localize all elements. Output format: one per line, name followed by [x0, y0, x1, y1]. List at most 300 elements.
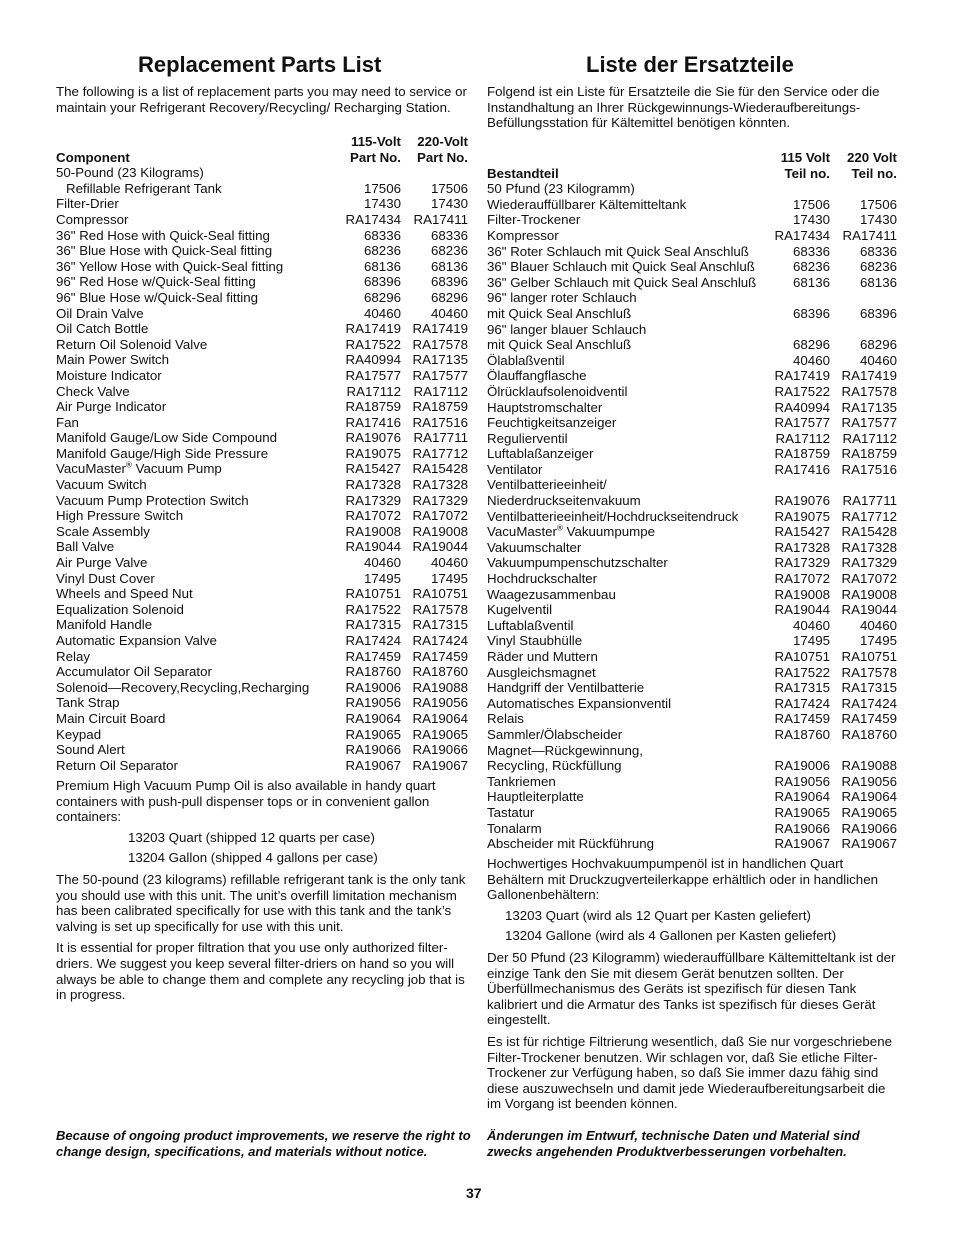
part-no-115v-cell: 68236: [793, 259, 830, 275]
part-no-220v-cell: RA19044: [412, 539, 468, 555]
table-row: [487, 259, 897, 275]
part-no-115v-cell: RA19008: [774, 586, 830, 602]
part-no-220v-cell: RA19065: [412, 726, 468, 742]
component-cell: Ball Valve: [56, 539, 115, 555]
component-cell: Hauptleiterplatte: [487, 789, 584, 805]
component-cell: VacuMaster® Vakuumpumpe: [487, 523, 656, 540]
table-row: [56, 602, 468, 618]
part-no-115v-cell: RA17419: [345, 321, 401, 337]
part-no-220v-cell: RA19066: [412, 742, 468, 758]
table-row: [56, 524, 468, 540]
part-no-115v-cell: RA19044: [345, 539, 401, 555]
part-no-115v-cell: RA18760: [774, 726, 830, 742]
table-row: [487, 322, 897, 338]
part-no-220v-cell: [830, 290, 897, 306]
table-row: [56, 384, 468, 400]
component-cell: Moisture Indicator: [56, 367, 162, 383]
component-cell: 96" langer blauer Schlauch: [487, 321, 647, 337]
part-no-115v-cell: RA18760: [345, 664, 401, 680]
part-no-220v-cell: RA17411: [842, 227, 897, 243]
component-cell: Wiederauffüllbarer Kältemitteltank: [487, 196, 687, 212]
component-cell: Ausgleichsmagnet: [487, 664, 596, 680]
table-row: [56, 695, 468, 711]
part-no-115v-cell: RA40994: [345, 352, 401, 368]
table-row: [56, 290, 468, 306]
part-no-115v-cell: RA19056: [345, 695, 401, 711]
part-no-220v-cell: RA19088: [841, 758, 897, 774]
part-no-220v-cell: 17495: [431, 570, 468, 586]
table-row: [487, 228, 897, 244]
part-no-115v-cell: RA17416: [774, 461, 830, 477]
page-title-english: Replacement Parts List: [138, 52, 382, 77]
table-row: [56, 181, 468, 197]
part-no-115v-cell: RA17434: [774, 227, 830, 243]
table-row: [56, 711, 468, 727]
header-115v-teilno: Teil no.: [784, 165, 830, 181]
part-no-220v-cell: RA19056: [412, 695, 468, 711]
component-cell: Ölauffangflasche: [487, 368, 587, 384]
component-cell: Check Valve: [56, 383, 130, 399]
component-cell: Ventilbatterieeinheit/Hochdruckseitendruck: [487, 508, 739, 524]
part-no-115v-cell: 68296: [793, 337, 830, 353]
part-no-220v-cell: RA18759: [412, 399, 468, 415]
component-cell: Relay: [56, 648, 90, 664]
table-row: [487, 524, 897, 540]
part-no-115v-cell: 40460: [364, 305, 401, 321]
component-cell: 96" langer roter Schlauch: [487, 290, 637, 306]
part-no-115v-cell: RA10751: [345, 586, 401, 602]
part-no-115v-cell: [768, 322, 830, 338]
part-no-220v-cell: RA19008: [841, 586, 897, 602]
table-row: [56, 742, 468, 758]
table-row: [56, 415, 468, 431]
component-cell: Oil Drain Valve: [56, 305, 144, 321]
header-115v-partno: Part No.: [350, 149, 401, 165]
component-cell: Tank Strap: [56, 695, 120, 711]
table-row: [56, 664, 468, 680]
table-row: [56, 321, 468, 337]
part-no-115v-cell: RA17577: [774, 415, 830, 431]
part-no-220v-cell: 17430: [860, 212, 897, 228]
component-cell: Automatisches Expansionventil: [487, 695, 672, 711]
component-cell: Waagezusammenbau: [487, 586, 616, 602]
table-row: [56, 274, 468, 290]
part-no-220v-cell: RA19008: [412, 523, 468, 539]
component-cell: 50-Pound (23 Kilograms): [56, 165, 204, 181]
part-no-115v-cell: RA17459: [345, 648, 401, 664]
table-row: [56, 477, 468, 493]
component-cell: 50 Pfund (23 Kilogramm): [487, 181, 635, 197]
part-no-115v-cell: 68136: [364, 258, 401, 274]
component-cell: Recycling, Rückfüllung: [487, 758, 622, 774]
part-no-115v-cell: [768, 477, 830, 493]
part-no-220v-cell: RA17419: [412, 321, 468, 337]
component-cell: Ölablaßventil: [487, 352, 565, 368]
part-no-220v-cell: RA17712: [412, 445, 468, 461]
part-no-115v-cell: RA17434: [345, 211, 401, 227]
table-row: [487, 462, 897, 478]
table-row: [56, 306, 468, 322]
part-no-115v-cell: 68336: [364, 227, 401, 243]
table-row: [487, 774, 897, 790]
part-no-115v-cell: RA19065: [774, 804, 830, 820]
part-no-115v-cell: RA17424: [345, 633, 401, 648]
part-no-220v-cell: [830, 322, 897, 338]
table-row: [487, 306, 897, 322]
component-cell: Scale Assembly: [56, 523, 150, 539]
table-row: [487, 415, 897, 431]
part-no-115v-cell: RA19056: [774, 773, 830, 789]
part-no-220v-cell: [830, 477, 897, 493]
part-no-115v-cell: RA19044: [774, 602, 830, 618]
part-no-220v-cell: 40460: [431, 305, 468, 321]
component-cell: 36" Red Hose with Quick-Seal fitting: [56, 227, 270, 243]
part-no-115v-cell: RA17112: [775, 430, 830, 446]
part-no-220v-cell: RA10751: [841, 649, 897, 664]
part-no-220v-cell: 68336: [431, 227, 468, 243]
part-no-115v-cell: RA17328: [774, 539, 830, 555]
table-row: [487, 618, 897, 634]
part-no-115v-cell: RA17419: [774, 368, 830, 384]
table-row: [487, 384, 897, 400]
part-no-220v-cell: RA17135: [412, 352, 468, 368]
component-cell: Tankriemen: [487, 773, 556, 789]
part-no-115v-cell: RA15427: [774, 524, 830, 540]
component-cell: Equalization Solenoid: [56, 601, 184, 617]
tank-text: Der 50 Pfund (23 Kilogramm) wiederauffüllbare Kältemitteltank ist der einzige Tank den Sie mit diesem Gerät benutzen sollten. Der Überfüllmechanismus des Geräts ist spezifisch für diesen Tank kalibriert und die Armatur des Tanks ist spezifisch für dieses Gerät eingestellt.: [487, 949, 896, 1028]
part-no-220v-cell: RA17072: [412, 508, 468, 524]
component-cell: Vinyl Staubhülle: [487, 633, 583, 649]
table-row: [487, 400, 897, 416]
component-cell: Niederdruckseitenvakuum: [487, 493, 641, 509]
table-row: [56, 337, 468, 353]
part-no-115v-cell: RA10751: [774, 649, 830, 664]
part-no-220v-cell: 68236: [860, 259, 897, 275]
part-no-220v-cell: RA19056: [841, 773, 897, 789]
part-no-220v-cell: 40460: [860, 617, 897, 633]
table-row: [56, 758, 468, 774]
component-cell: Oil Catch Bottle: [56, 321, 149, 337]
part-no-220v-cell: RA19065: [841, 804, 897, 820]
part-no-115v-cell: RA19008: [345, 523, 401, 539]
part-no-220v-cell: RA17419: [841, 368, 897, 384]
notice-english: Because of ongoing product improvements, we reserve the right to change design, specifications, and materials without notice.: [56, 1128, 471, 1159]
part-no-220v-cell: RA17459: [841, 711, 897, 727]
component-cell: Abscheider mit Rückführung: [487, 836, 655, 852]
oil-quart: 13203 Quart (shipped 12 quarts per case): [128, 829, 375, 845]
intro-german: Folgend ist ein Liste für Ersatzteile die Sie für den Service oder die Instandhaltung an Ihrer Rückgewinnungs-Wiederaufbereitungs-Befüllungsstation für Kältemittel benötigen könnten.: [487, 84, 880, 131]
part-no-220v-cell: RA17711: [413, 430, 468, 446]
part-no-115v-cell: RA17577: [345, 367, 401, 383]
component-cell: Ventilator: [487, 461, 543, 477]
table-row: [56, 586, 468, 602]
table-row: [56, 649, 468, 665]
part-no-220v-cell: RA17516: [841, 461, 897, 477]
component-cell: Tonalarm: [487, 820, 542, 836]
part-no-115v-cell: RA17522: [345, 336, 401, 352]
table-row: [56, 228, 468, 244]
part-no-220v-cell: RA19066: [841, 820, 897, 836]
part-no-115v-cell: RA17424: [774, 695, 830, 711]
filter-text: Es ist für richtige Filtrierung wesentlich, daß Sie nur vorgeschriebene Filter-Trockener benutzen. Wir schlagen vor, daß Sie etliche Filter-Trockener zur Verfügung haben, so daß Sie immer dazu fähig sind diese auszuwechseln und damit jede Wiederaufbereitungsarbeit die im Vorgang ist beenden können.: [487, 1033, 892, 1112]
component-cell: 36" Roter Schlauch mit Quick Seal Anschluß: [487, 243, 749, 259]
component-cell: Tastatur: [487, 804, 535, 820]
part-no-115v-cell: 68336: [793, 243, 830, 259]
table-row: [56, 368, 468, 384]
table-row: [56, 212, 468, 228]
part-no-115v-cell: RA19075: [345, 445, 401, 461]
table-row: [487, 509, 897, 525]
part-no-115v-cell: [768, 290, 830, 306]
component-cell: Fan: [56, 414, 79, 430]
part-no-115v-cell: RA17522: [774, 383, 830, 399]
table-row: [487, 665, 897, 681]
notice-german: Änderungen im Entwurf, technische Daten und Material sind zwecks angehenden Produktverbesserungen vorbehalten.: [487, 1128, 860, 1159]
component-cell: Handgriff der Ventilbatterie: [487, 680, 645, 696]
part-no-115v-cell: RA18759: [774, 446, 830, 462]
component-cell: Solenoid—Recovery,Recycling,Recharging: [56, 679, 310, 695]
part-no-220v-cell: RA17424: [412, 633, 468, 648]
component-cell: Hochdruckschalter: [487, 571, 598, 587]
part-no-115v-cell: [768, 743, 830, 759]
header-component: Component: [56, 149, 130, 165]
part-no-115v-cell: RA18759: [345, 399, 401, 415]
part-no-115v-cell: RA19064: [774, 789, 830, 805]
part-no-220v-cell: RA17328: [412, 477, 468, 493]
part-no-220v-cell: RA17424: [841, 695, 897, 711]
component-cell: Compressor: [56, 211, 129, 227]
part-no-220v-cell: 68136: [431, 258, 468, 274]
table-row: [56, 165, 468, 181]
header-220v-partno: Part No.: [417, 149, 468, 165]
component-cell: Air Purge Indicator: [56, 399, 167, 415]
oil-section-german: [487, 856, 897, 1112]
component-cell: Filter-Drier: [56, 196, 119, 212]
component-cell: Luftablaßanzeiger: [487, 446, 594, 462]
header-bestandteil: Bestandteil: [487, 165, 559, 181]
part-no-115v-cell: RA17315: [774, 680, 830, 696]
part-no-220v-cell: 17506: [860, 196, 897, 212]
part-no-220v-cell: 68396: [860, 305, 897, 321]
part-no-220v-cell: RA19044: [841, 602, 897, 618]
component-cell: High Pressure Switch: [56, 508, 184, 524]
part-no-220v-cell: RA17578: [841, 383, 897, 399]
part-no-115v-cell: 17430: [793, 212, 830, 228]
part-no-115v-cell: RA19006: [774, 758, 830, 774]
component-cell: mit Quick Seal Anschluß: [487, 305, 632, 321]
intro-english: The following is a list of replacement parts you may need to service or maintain your Refrigerant Recovery/Recycling/ Recharging Station.: [56, 84, 467, 115]
table-row: [487, 836, 897, 852]
part-no-115v-cell: 68396: [364, 274, 401, 290]
component-cell: Main Circuit Board: [56, 710, 166, 726]
component-cell: Vakuumschalter: [487, 539, 582, 555]
part-no-220v-cell: 17495: [860, 633, 897, 649]
table-row: [56, 508, 468, 524]
part-no-115v-cell: RA17459: [774, 711, 830, 727]
part-no-220v-cell: RA15428: [841, 524, 897, 540]
parts-table-german: [487, 150, 897, 852]
table-row: [56, 571, 468, 587]
part-no-115v-cell: RA17416: [345, 414, 401, 430]
table-row: [487, 727, 897, 743]
part-no-115v-cell: RA17072: [345, 508, 401, 524]
part-no-115v-cell: RA17522: [774, 664, 830, 680]
part-no-115v-cell: 17506: [793, 196, 830, 212]
part-no-115v-cell: 17495: [364, 570, 401, 586]
table-row: [487, 368, 897, 384]
table-row: [487, 477, 897, 493]
component-cell: Sound Alert: [56, 742, 125, 758]
table-row: [487, 431, 897, 447]
table-row: [56, 617, 468, 633]
part-no-220v-cell: RA19064: [841, 789, 897, 805]
component-cell: 36" Gelber Schlauch mit Quick Seal Anschluß: [487, 274, 757, 290]
part-no-220v-cell: RA19067: [412, 757, 468, 773]
header-115v: 115 Volt: [780, 150, 830, 165]
component-cell: Manifold Gauge/Low Side Compound: [56, 430, 278, 446]
table-row: [56, 399, 468, 415]
table-row: [56, 259, 468, 275]
part-no-220v-cell: [830, 743, 897, 759]
part-no-115v-cell: 40460: [793, 617, 830, 633]
part-no-115v-cell: RA19067: [774, 836, 830, 852]
header-220v: 220 Volt: [846, 150, 897, 165]
part-no-115v-cell: RA19076: [774, 493, 830, 509]
part-no-220v-cell: RA19088: [412, 679, 468, 695]
part-no-115v-cell: [339, 165, 401, 181]
part-no-115v-cell: RA19065: [345, 726, 401, 742]
part-no-115v-cell: RA19064: [345, 710, 401, 726]
part-no-220v-cell: RA18759: [841, 446, 897, 462]
part-no-220v-cell: RA17072: [841, 571, 897, 587]
header-220v: 220-Volt: [417, 134, 468, 149]
component-cell: Vacuum Switch: [56, 477, 147, 493]
component-cell: Ventilbatterieeinheit/: [487, 477, 607, 493]
oil-text: Hochwertiges Hochvakuumpumpenöl ist in handlichen Quart Behältern mit Druckzugverteilerkappe erhältlich oder in handlichen Gallonenbehältern:: [487, 856, 878, 903]
table-row: [56, 680, 468, 696]
part-no-220v-cell: RA18760: [412, 664, 468, 680]
part-no-220v-cell: 68296: [860, 337, 897, 353]
parts-table-english: [56, 134, 468, 773]
table-row: [56, 633, 468, 649]
table-row: [487, 275, 897, 291]
component-cell: Return Oil Solenoid Valve: [56, 336, 208, 352]
table-row: [487, 446, 897, 462]
oil-gallon: 13204 Gallon (shipped 4 gallons per case): [128, 850, 378, 866]
header-115v: 115-Volt: [350, 134, 401, 149]
table-row: [487, 244, 897, 260]
component-cell: Filter-Trockener: [487, 212, 581, 228]
part-no-220v-cell: 68296: [431, 289, 468, 305]
table-row: [487, 649, 897, 665]
component-cell: Air Purge Valve: [56, 555, 148, 571]
part-no-115v-cell: RA17315: [345, 617, 401, 633]
part-no-115v-cell: 40460: [364, 555, 401, 571]
part-no-115v-cell: RA19076: [345, 430, 401, 446]
table-row: [487, 540, 897, 556]
part-no-220v-cell: 68396: [431, 274, 468, 290]
component-cell: 36" Blue Hose with Quick-Seal fitting: [56, 243, 273, 259]
part-no-220v-cell: RA19064: [412, 710, 468, 726]
part-no-115v-cell: RA15427: [345, 461, 401, 477]
table-row: [487, 821, 897, 837]
component-cell: mit Quick Seal Anschluß: [487, 337, 632, 353]
table-row: [487, 602, 897, 618]
table-row: [487, 493, 897, 509]
part-no-115v-cell: RA17329: [774, 555, 830, 571]
part-no-115v-cell: RA17329: [345, 492, 401, 508]
part-no-115v-cell: 68296: [364, 289, 401, 305]
table-row: [487, 290, 897, 306]
component-cell: Vacuum Pump Protection Switch: [56, 492, 249, 508]
component-cell: Return Oil Separator: [56, 757, 178, 773]
part-no-220v-cell: 68136: [860, 274, 897, 290]
table-row: [487, 353, 897, 369]
part-no-220v-cell: RA17329: [841, 555, 897, 571]
part-no-220v-cell: RA17329: [412, 492, 468, 508]
part-no-115v-cell: 17506: [364, 180, 401, 196]
part-no-115v-cell: RA19066: [774, 820, 830, 836]
part-no-220v-cell: RA17328: [841, 539, 897, 555]
part-no-115v-cell: 40460: [793, 352, 830, 368]
table-row: [487, 587, 897, 603]
table-row: [487, 696, 897, 712]
component-cell: Accumulator Oil Separator: [56, 664, 212, 680]
table-row: [487, 571, 897, 587]
component-cell: 96" Red Hose w/Quick-Seal fitting: [56, 274, 256, 290]
table-row: [56, 493, 468, 509]
component-cell: Manifold Handle: [56, 617, 153, 633]
part-no-115v-cell: RA17072: [774, 571, 830, 587]
part-no-115v-cell: RA19006: [345, 679, 401, 695]
table-row: [487, 680, 897, 696]
oil-gallon: 13204 Gallone (wird als 4 Gallonen per Kasten geliefert): [505, 928, 837, 944]
part-no-220v-cell: RA19067: [841, 836, 897, 852]
part-no-220v-cell: RA17516: [412, 414, 468, 430]
part-no-115v-cell: RA19075: [774, 508, 830, 524]
part-no-220v-cell: 68336: [860, 243, 897, 259]
part-no-220v-cell: RA10751: [412, 586, 468, 602]
table-row: [487, 197, 897, 213]
table-row: [56, 352, 468, 368]
part-no-220v-cell: RA17411: [413, 211, 468, 227]
part-no-220v-cell: RA17315: [412, 617, 468, 633]
tank-text: The 50-pound (23 kilograms) refillable refrigerant tank is the only tank you should use with this unit. The unit’s overfill limitation mechanism has been calibrated specifically for use with this tank and the tank’s valving is set up specifically for use with this unit.: [56, 871, 466, 934]
component-cell: Manifold Gauge/High Side Pressure: [56, 445, 269, 461]
component-cell: Regulierventil: [487, 430, 568, 446]
component-cell: Main Power Switch: [56, 352, 170, 368]
part-no-220v-cell: RA17577: [412, 367, 468, 383]
oil-section-english: [56, 778, 468, 1003]
table-row: [487, 555, 897, 571]
part-no-115v-cell: 68236: [364, 243, 401, 259]
table-row: [56, 555, 468, 571]
part-no-115v-cell: RA17112: [346, 383, 401, 399]
component-cell: VacuMaster® Vacuum Pump: [56, 461, 222, 477]
table-row: [487, 758, 897, 774]
table-row: [487, 805, 897, 821]
part-no-220v-cell: RA18760: [841, 726, 897, 742]
table-row: [487, 633, 897, 649]
part-no-115v-cell: 68396: [793, 305, 830, 321]
table-row: [487, 743, 897, 759]
part-no-220v-cell: RA17578: [412, 336, 468, 352]
component-cell: Automatic Expansion Valve: [56, 633, 217, 648]
table-row: [487, 181, 897, 197]
part-no-220v-cell: RA17112: [842, 430, 897, 446]
component-cell: Refillable Refrigerant Tank: [66, 180, 222, 196]
part-no-115v-cell: 68136: [793, 274, 830, 290]
